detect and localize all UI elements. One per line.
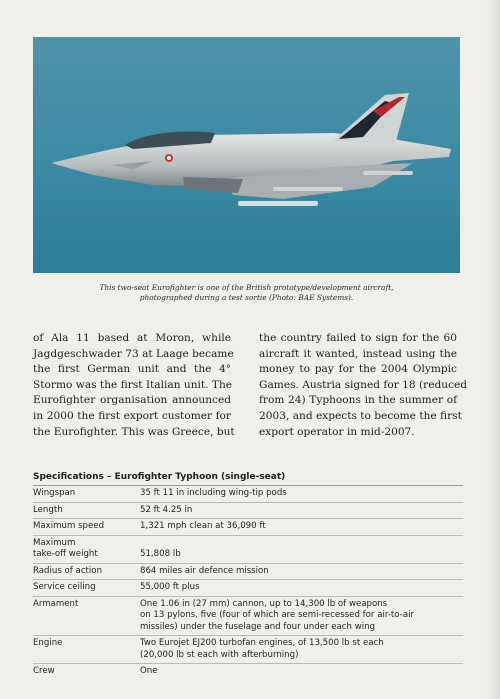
spec-label [33, 566, 140, 578]
body-line: the first German unit and the 4° [33, 363, 231, 376]
body-line: aircraft it wanted, instead using the [259, 347, 457, 360]
caption-line: This two-seat Eurofighter is one of the British prototype/development aircraft, [99, 283, 394, 292]
spec-row [33, 580, 463, 597]
spec-label-line: Service ceiling [33, 582, 96, 592]
body-column-left [33, 331, 235, 440]
spec-value [140, 582, 463, 594]
spec-value-line: 1,321 mph clean at 36,090 ft [140, 521, 266, 531]
body-line: Jagdgeschwader 73 at Laage became [33, 347, 234, 360]
body-line: Eurofighter organisation announced [33, 394, 231, 407]
spec-label-line: Length [33, 504, 63, 515]
body-line: Stormo was the first Italian unit. The [33, 378, 233, 391]
spec-label-line: Crew [33, 666, 55, 676]
spec-value [140, 505, 463, 517]
spec-value [140, 488, 463, 500]
body-line: of Ala 11 based at Moron, while [33, 332, 231, 344]
photo-caption [33, 283, 460, 303]
body-line: the country failed to sign for the 60 [259, 332, 457, 344]
spec-label-line: Maximum [33, 537, 76, 548]
spec-label [33, 638, 140, 661]
body-line: Games. Austria signed for 18 (reduced [259, 378, 468, 391]
spec-row [33, 636, 463, 664]
spec-label [33, 599, 140, 634]
spec-row [33, 519, 463, 536]
eurofighter-photo-illustration [33, 37, 460, 273]
spec-value-line: One 1.06 in (27 mm) cannon, up to 14,300 lb of weapons [140, 598, 388, 609]
spec-label-line: Maximum speed [33, 521, 105, 531]
spec-value [140, 599, 463, 634]
body-line: 2003, and expects to become the first [259, 409, 462, 422]
body-line: from 24) Typhoons in the summer of [259, 394, 457, 407]
spec-label [33, 521, 140, 533]
body-line: in 2000 the first export customer for [33, 409, 231, 422]
body-line: the Eurofighter. This was Greece, but [33, 425, 235, 438]
spec-label [33, 538, 140, 561]
spec-value [140, 566, 463, 578]
spec-label-line: take-off weight [33, 549, 98, 559]
spec-label-line: Engine [33, 638, 63, 648]
aircraft-photo [33, 37, 460, 273]
spec-value-line: on 13 pylons, five (four of which are semi-recessed for air-to-air [140, 610, 415, 620]
spec-label-line: Wingspan [33, 488, 76, 498]
spec-label [33, 582, 140, 594]
spec-row [33, 536, 463, 564]
spec-value-line: One [140, 666, 158, 676]
spec-row [33, 597, 463, 637]
specifications-title: Specifications – Eurofighter Typhoon (single-seat) [33, 472, 463, 486]
body-line: money to pay for the 2004 Olympic [259, 363, 457, 376]
spec-value-line: 864 miles air defence mission [140, 565, 269, 576]
spec-label [33, 505, 140, 517]
spec-value-line: 35 ft 11 in including wing-tip pods [140, 488, 287, 498]
spec-value-line: Two Eurojet EJ200 turbofan engines, of 13,500 lb st each [140, 638, 384, 648]
spec-value [140, 666, 463, 678]
spec-row [33, 503, 463, 520]
spec-label-line: Armament [33, 598, 79, 609]
spec-value-line: missiles) under the fuselage and four under each wing [140, 621, 376, 632]
spec-value [140, 638, 463, 661]
spec-value [140, 538, 463, 561]
specifications-table [33, 472, 463, 680]
caption-line: photographed during a test sortie (Photo: BAE Systems). [139, 293, 354, 302]
spec-row [33, 664, 463, 680]
spec-value-line: 51,808 lb [140, 549, 181, 559]
spec-value [140, 521, 463, 533]
spec-label [33, 666, 140, 678]
spec-row [33, 486, 463, 503]
spec-label-line: Radius of action [33, 565, 103, 576]
page-edge-shadow [486, 0, 500, 699]
spec-value-line: 52 ft 4.25 in [140, 504, 193, 515]
spec-row [33, 564, 463, 581]
body-column-right [259, 331, 468, 440]
spec-value-line: 55,000 ft plus [140, 582, 200, 592]
spec-label [33, 488, 140, 500]
body-line: export operator in mid-2007. [259, 425, 415, 438]
spec-value-line: (20,000 lb st each with afterburning) [140, 649, 299, 660]
